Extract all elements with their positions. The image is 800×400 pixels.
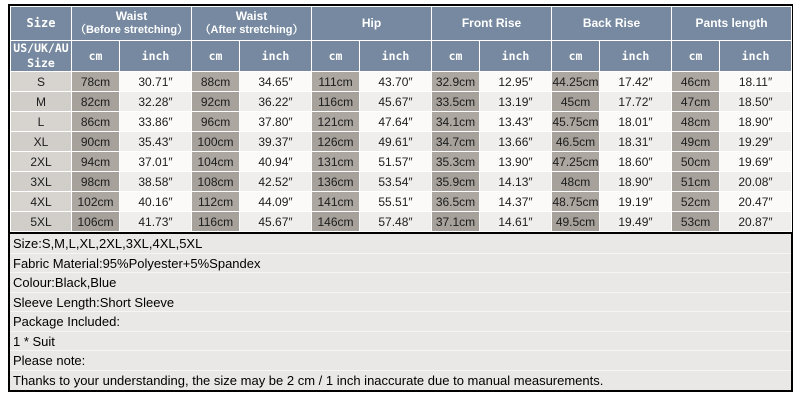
cm-value-cell: 88cm bbox=[192, 72, 240, 92]
cm-value-cell: 34.1cm bbox=[432, 112, 480, 132]
inch-value-cell: 38.58″ bbox=[120, 172, 192, 192]
table-row bbox=[11, 192, 792, 212]
note-line: Sleeve Length:Short Sleeve bbox=[10, 293, 791, 313]
inch-unit-header: inch bbox=[600, 41, 672, 72]
cm-value-cell: 35.3cm bbox=[432, 152, 480, 172]
inch-value-cell: 37.01″ bbox=[120, 152, 192, 172]
inch-value-cell: 55.51″ bbox=[360, 192, 432, 212]
pants-length-title: Pants length bbox=[695, 16, 768, 30]
size-column-header: Size bbox=[11, 7, 72, 41]
cm-value-cell: 46.5cm bbox=[552, 132, 600, 152]
cm-value-cell: 92cm bbox=[192, 92, 240, 112]
inch-value-cell: 51.57″ bbox=[360, 152, 432, 172]
us-uk-au-size-header bbox=[11, 41, 72, 72]
note-line: 1 * Suit bbox=[10, 332, 791, 352]
inch-value-cell: 18.50″ bbox=[720, 92, 792, 112]
inch-value-cell: 40.16″ bbox=[120, 192, 192, 212]
inch-unit-header: inch bbox=[720, 41, 792, 72]
cm-unit-header: cm bbox=[192, 41, 240, 72]
table-row bbox=[11, 92, 792, 112]
cm-value-cell: 86cm bbox=[72, 112, 120, 132]
inch-value-cell: 45.67″ bbox=[360, 92, 432, 112]
inch-value-cell: 14.13″ bbox=[480, 172, 552, 192]
back-rise-title: Back Rise bbox=[582, 16, 641, 30]
size-cell: XL bbox=[11, 132, 72, 152]
cm-value-cell: 104cm bbox=[192, 152, 240, 172]
inch-value-cell: 18.90″ bbox=[720, 112, 792, 132]
waist-after-title: Waist bbox=[235, 9, 268, 24]
note-line: Size:S,M,L,XL,2XL,3XL,4XL,5XL bbox=[10, 234, 791, 254]
inch-value-cell: 47.64″ bbox=[360, 112, 432, 132]
header-unit-row bbox=[11, 41, 792, 72]
size-label: Size bbox=[27, 56, 55, 70]
note-line: Fabric Material:95%Polyester+5%Spandex bbox=[10, 254, 791, 274]
inch-unit-header: inch bbox=[480, 41, 552, 72]
size-chart-table bbox=[10, 6, 792, 232]
front-rise-header bbox=[432, 7, 552, 41]
table-row bbox=[11, 212, 792, 232]
inch-value-cell: 19.19″ bbox=[600, 192, 672, 212]
cm-value-cell: 35.9cm bbox=[432, 172, 480, 192]
cm-value-cell: 47cm bbox=[672, 92, 720, 112]
inch-value-cell: 20.47″ bbox=[720, 192, 792, 212]
cm-value-cell: 98cm bbox=[72, 172, 120, 192]
inch-value-cell: 44.09″ bbox=[240, 192, 312, 212]
cm-value-cell: 106cm bbox=[72, 212, 120, 232]
hip-title: Hip bbox=[361, 16, 382, 30]
inch-value-cell: 42.52″ bbox=[240, 172, 312, 192]
cm-value-cell: 50cm bbox=[672, 152, 720, 172]
size-cell: M bbox=[11, 92, 72, 112]
inch-value-cell: 14.61″ bbox=[480, 212, 552, 232]
cm-value-cell: 108cm bbox=[192, 172, 240, 192]
inch-unit-header: inch bbox=[360, 41, 432, 72]
inch-value-cell: 40.94″ bbox=[240, 152, 312, 172]
table-row bbox=[11, 112, 792, 132]
inch-value-cell: 12.95″ bbox=[480, 72, 552, 92]
inch-value-cell: 45.67″ bbox=[240, 212, 312, 232]
cm-value-cell: 46cm bbox=[672, 72, 720, 92]
size-cell: 5XL bbox=[11, 212, 72, 232]
inch-unit-header: inch bbox=[240, 41, 312, 72]
cm-unit-header: cm bbox=[432, 41, 480, 72]
inch-value-cell: 35.43″ bbox=[120, 132, 192, 152]
cm-value-cell: 82cm bbox=[72, 92, 120, 112]
note-line: Thanks to your understanding, the size may be 2 cm / 1 inch inaccurate due to manual measurements. bbox=[13, 372, 604, 388]
cm-unit-header: cm bbox=[312, 41, 360, 72]
size-cell: 4XL bbox=[11, 192, 72, 212]
inch-unit-header: inch bbox=[120, 41, 192, 72]
cm-value-cell: 44.25cm bbox=[552, 72, 600, 92]
inch-value-cell: 18.60″ bbox=[600, 152, 672, 172]
inch-value-cell: 19.29″ bbox=[720, 132, 792, 152]
inch-value-cell: 19.69″ bbox=[720, 152, 792, 172]
inch-value-cell: 36.22″ bbox=[240, 92, 312, 112]
cm-value-cell: 32.9cm bbox=[432, 72, 480, 92]
product-notes bbox=[10, 232, 791, 390]
waist-before-title: Waist bbox=[115, 9, 148, 24]
table-row bbox=[11, 172, 792, 192]
cm-value-cell: 90cm bbox=[72, 132, 120, 152]
inch-value-cell: 43.70″ bbox=[360, 72, 432, 92]
inch-value-cell: 18.31″ bbox=[600, 132, 672, 152]
inch-value-cell: 14.37″ bbox=[480, 192, 552, 212]
size-table-header bbox=[11, 7, 792, 72]
cm-value-cell: 34.7cm bbox=[432, 132, 480, 152]
cm-value-cell: 111cm bbox=[312, 72, 360, 92]
inch-value-cell: 49.61″ bbox=[360, 132, 432, 152]
cm-value-cell: 49.5cm bbox=[552, 212, 600, 232]
note-line: Colour:Black,Blue bbox=[10, 273, 791, 293]
size-cell: S bbox=[11, 72, 72, 92]
inch-value-cell: 33.86″ bbox=[120, 112, 192, 132]
cm-value-cell: 112cm bbox=[192, 192, 240, 212]
inch-value-cell: 20.08″ bbox=[720, 172, 792, 192]
inch-value-cell: 30.71″ bbox=[120, 72, 192, 92]
note-line: Package Included: bbox=[10, 312, 791, 332]
inch-value-cell: 32.28″ bbox=[120, 92, 192, 112]
cm-value-cell: 96cm bbox=[192, 112, 240, 132]
hip-header bbox=[312, 7, 432, 41]
table-row bbox=[11, 72, 792, 92]
cm-value-cell: 121cm bbox=[312, 112, 360, 132]
cm-value-cell: 37.1cm bbox=[432, 212, 480, 232]
note-line: Please note: bbox=[10, 351, 791, 371]
size-chart-sheet bbox=[8, 4, 793, 392]
inch-value-cell: 53.54″ bbox=[360, 172, 432, 192]
inch-value-cell: 18.11″ bbox=[720, 72, 792, 92]
waist-after-subtitle: （After stretching） bbox=[199, 24, 304, 37]
cm-value-cell: 45cm bbox=[552, 92, 600, 112]
cm-unit-header: cm bbox=[72, 41, 120, 72]
cm-value-cell: 94cm bbox=[72, 152, 120, 172]
cm-value-cell: 48cm bbox=[672, 112, 720, 132]
cm-value-cell: 48cm bbox=[552, 172, 600, 192]
pants-length-header bbox=[672, 7, 792, 41]
back-rise-header bbox=[552, 7, 672, 41]
cm-value-cell: 100cm bbox=[192, 132, 240, 152]
cm-value-cell: 146cm bbox=[312, 212, 360, 232]
cm-unit-header: cm bbox=[672, 41, 720, 72]
size-cell: 3XL bbox=[11, 172, 72, 192]
inch-value-cell: 17.72″ bbox=[600, 92, 672, 112]
cm-value-cell: 116cm bbox=[192, 212, 240, 232]
size-cell: 2XL bbox=[11, 152, 72, 172]
cm-value-cell: 33.5cm bbox=[432, 92, 480, 112]
inch-value-cell: 18.90″ bbox=[600, 172, 672, 192]
inch-value-cell: 18.01″ bbox=[600, 112, 672, 132]
cm-unit-header: cm bbox=[552, 41, 600, 72]
cm-value-cell: 136cm bbox=[312, 172, 360, 192]
inch-value-cell: 41.73″ bbox=[120, 212, 192, 232]
cm-value-cell: 36.5cm bbox=[432, 192, 480, 212]
inch-value-cell: 37.80″ bbox=[240, 112, 312, 132]
cm-value-cell: 47.25cm bbox=[552, 152, 600, 172]
size-cell: L bbox=[11, 112, 72, 132]
inch-value-cell: 13.66″ bbox=[480, 132, 552, 152]
waist-before-header bbox=[72, 7, 192, 41]
cm-value-cell: 52cm bbox=[672, 192, 720, 212]
cm-value-cell: 141cm bbox=[312, 192, 360, 212]
inch-value-cell: 13.43″ bbox=[480, 112, 552, 132]
header-group-row bbox=[11, 7, 792, 41]
us-uk-au-label: US/UK/AU bbox=[13, 41, 69, 56]
inch-value-cell: 19.49″ bbox=[600, 212, 672, 232]
inch-value-cell: 39.37″ bbox=[240, 132, 312, 152]
table-row bbox=[11, 152, 792, 172]
inch-value-cell: 34.65″ bbox=[240, 72, 312, 92]
cm-value-cell: 116cm bbox=[312, 92, 360, 112]
inch-value-cell: 57.48″ bbox=[360, 212, 432, 232]
cm-value-cell: 126cm bbox=[312, 132, 360, 152]
cm-value-cell: 45.75cm bbox=[552, 112, 600, 132]
table-row bbox=[11, 132, 792, 152]
front-rise-title: Front Rise bbox=[461, 16, 522, 30]
cm-value-cell: 48.75cm bbox=[552, 192, 600, 212]
waist-after-header bbox=[192, 7, 312, 41]
cm-value-cell: 51cm bbox=[672, 172, 720, 192]
inch-value-cell: 13.90″ bbox=[480, 152, 552, 172]
size-table-body bbox=[11, 72, 792, 232]
waist-before-subtitle: （Before stretching） bbox=[74, 24, 189, 37]
cm-value-cell: 49cm bbox=[672, 132, 720, 152]
cm-value-cell: 53cm bbox=[672, 212, 720, 232]
inch-value-cell: 13.19″ bbox=[480, 92, 552, 112]
inch-value-cell: 17.42″ bbox=[600, 72, 672, 92]
inch-value-cell: 20.87″ bbox=[720, 212, 792, 232]
cm-value-cell: 102cm bbox=[72, 192, 120, 212]
cm-value-cell: 131cm bbox=[312, 152, 360, 172]
cm-value-cell: 78cm bbox=[72, 72, 120, 92]
